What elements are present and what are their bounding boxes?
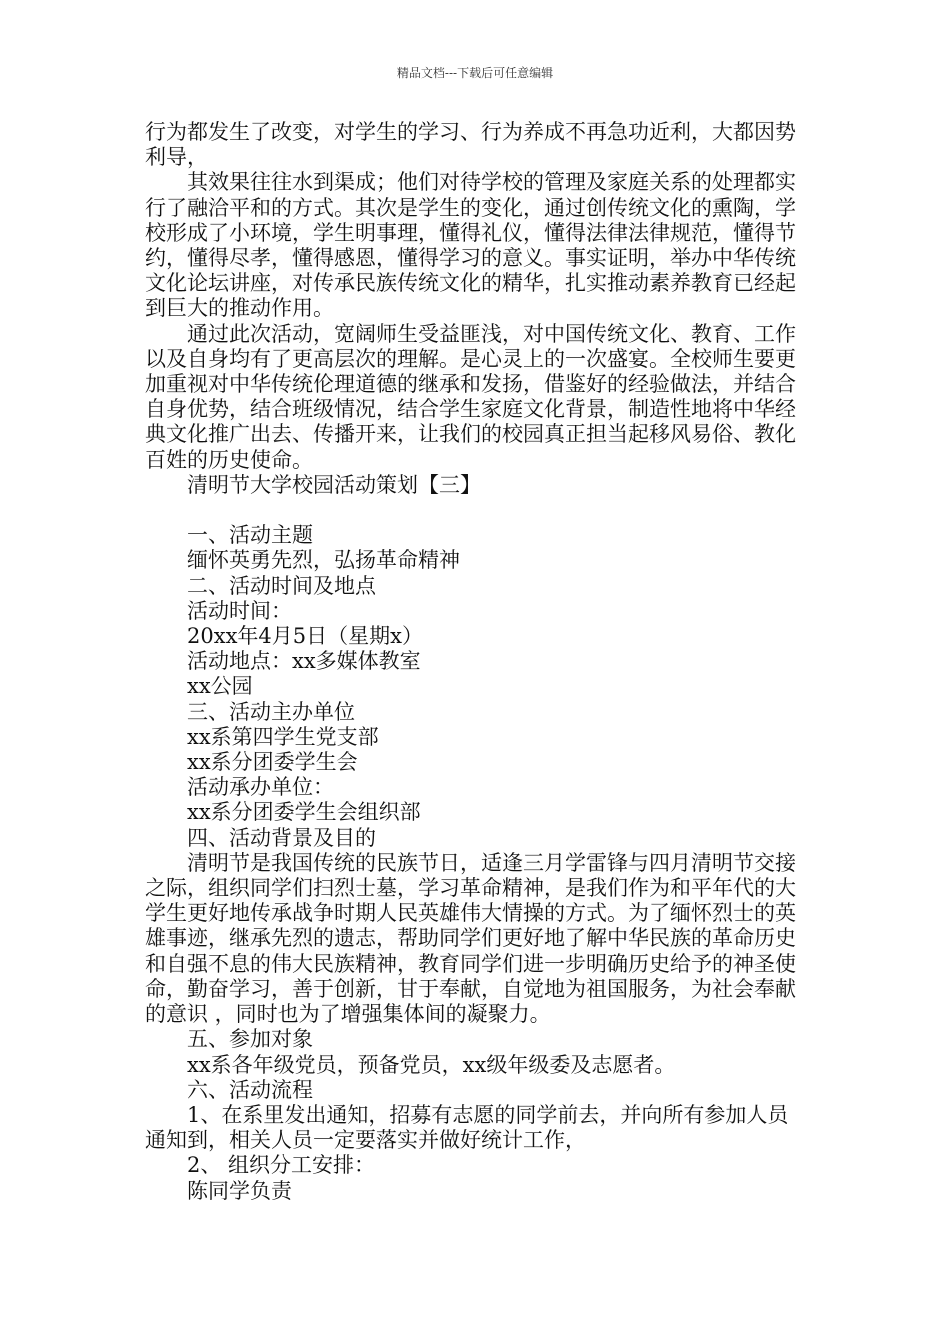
paragraph: 其效果往往水到渠成；他们对待学校的管理及家庭关系的处理都实行了融洽平和的方式。其次是学生的变化，通过创传统文化的熏陶，学校形成了小环境，学生明事理，懂得礼仪，懂得法律法律规范，懂得节约，懂得尽孝，懂得感恩，懂得学习的意义。事实证明，举办中华传统文化论坛讲座，对传承民族传统文化的精华，扎实推动素养教育已经起到巨大的推动作用。 (145, 170, 796, 321)
paragraph: 缅怀英勇先烈，弘扬革命精神 (187, 548, 460, 573)
paragraph: 活动地点：xx多媒体教室 (187, 649, 421, 674)
heading-participants: 五、参加对象 (187, 1027, 313, 1052)
heading-background: 四、活动背景及目的 (187, 825, 376, 850)
paragraph: xx系分团委学生会组织部 (187, 800, 421, 825)
paragraph: 活动承办单位： (187, 775, 334, 800)
paragraph: 通过此次活动，宽阔师生受益匪浅，对中国传统文化、教育、工作以及自身均有了更高层次的理解。是心灵上的一次盛宴。全校师生要更加重视对中华传统伦理道德的继承和发扬，借鉴好的经验做法，并结合自身优势，结合班级情况，结合学生家庭文化背景，制造性地将中华经典文化推广出去、传播开来，让我们的校园真正担当起移风易俗、教化百姓的历史使命。 (145, 321, 796, 472)
heading-process: 六、活动流程 (187, 1077, 313, 1102)
heading-time-place: 二、活动时间及地点 (187, 573, 376, 598)
paragraph: xx系各年级党员，预备党员，xx级年级委及志愿者。 (187, 1052, 676, 1077)
blank-line (145, 498, 807, 523)
paragraph: 1、在系里发出通知，招募有志愿的同学前去，并向所有参加人员通知到，相关人员一定要落实并做好统计工作， (145, 1102, 789, 1153)
document-body (145, 120, 807, 1204)
paragraph: 清明节是我国传统的民族节日，适逢三月学雷锋与四月清明节交接之际，组织同学们扫烈士墓，学习革命精神，是我们作为和平年代的大学生更好地传承战争时期人民英雄伟大情操的方式。为了缅怀烈士的英雄事迹，继承先烈的遗志，帮助同学们更好地了解中华民族的革命历史和自强不息的伟大民族精神，教育同学们进一步明确历史给予的神圣使命，勤奋学习，善于创新，甘于奉献，自觉地为祖国服务，为社会奉献的意识 ，同时也为了增强集体间的凝聚力。 (145, 850, 796, 1027)
page-header: 精品文档---下载后可任意编辑 (396, 66, 554, 80)
paragraph: 活动时间： (187, 598, 292, 623)
paragraph: 2、 组织分工安排： (187, 1153, 376, 1178)
heading-organizer: 三、活动主办单位 (187, 699, 355, 724)
paragraph: xx公园 (187, 674, 253, 699)
paragraph: 20xx年4月5日（星期x） (187, 624, 423, 649)
paragraph: xx系分团委学生会 (187, 750, 358, 775)
paragraph: 行为都发生了改变，对学生的学习、行为养成不再急功近利，大都因势利导， (145, 120, 796, 170)
paragraph: 陈同学负责 (187, 1178, 292, 1203)
section-title: 清明节大学校园活动策划【三】 (187, 472, 481, 497)
paragraph: xx系第四学生党支部 (187, 724, 379, 749)
heading-theme: 一、活动主题 (187, 523, 313, 548)
